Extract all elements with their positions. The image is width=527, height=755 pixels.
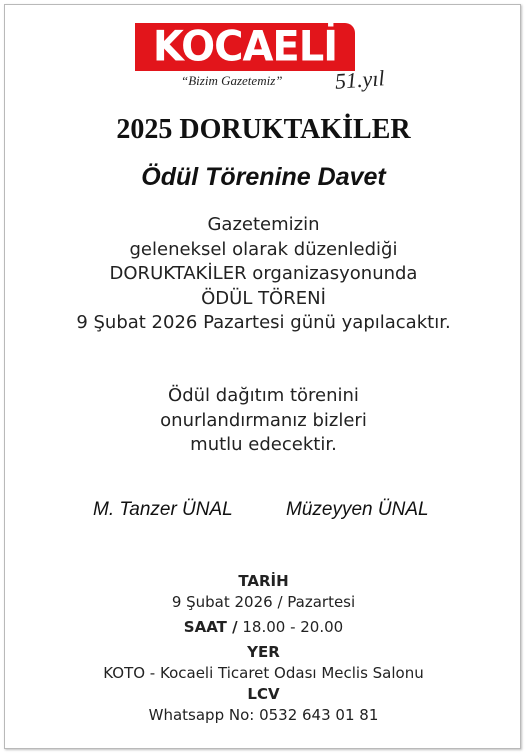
invitation-intro xyxy=(5,213,522,336)
invitation-card xyxy=(4,4,521,749)
signer-name: Müzeyyen ÜNAL xyxy=(286,499,429,520)
signer-name: M. Tanzer ÜNAL xyxy=(93,499,233,520)
intro-line: geleneksel olarak düzenlediği xyxy=(129,238,398,260)
time-label: SAAT / xyxy=(183,618,238,636)
rsvp-value: Whatsapp No: 0532 643 01 81 xyxy=(148,706,379,724)
time-row xyxy=(5,617,522,638)
closing-line: mutlu edecektir. xyxy=(190,434,337,455)
closing-line: onurlandırmanız bizleri xyxy=(160,409,367,431)
event-title: 2025 DORUKTAKİLER xyxy=(116,114,411,145)
time-value: 18.00 - 20.00 xyxy=(242,618,344,636)
event-subtitle: Ödül Törenine Davet xyxy=(141,163,386,191)
invitation-closing xyxy=(5,384,522,458)
intro-line: DORUKTAKİLER organizasyonunda xyxy=(109,263,418,284)
intro-line: ÖDÜL TÖRENİ xyxy=(201,287,326,309)
logo-red-box xyxy=(135,23,355,71)
intro-line: Gazetemizin xyxy=(207,214,320,235)
venue-value: KOTO - Kocaeli Ticaret Odası Meclis Salonu xyxy=(103,664,424,682)
date-value: 9 Şubat 2026 / Pazartesi xyxy=(171,593,356,611)
signers xyxy=(5,499,522,525)
logo-years: 51.yıl xyxy=(334,65,386,94)
newspaper-logo xyxy=(135,23,405,103)
event-details xyxy=(5,571,522,726)
closing-line: Ödül dağıtım törenini xyxy=(168,385,359,406)
logo-slogan: “Bizim Gazetemiz” xyxy=(181,73,283,88)
date-label: TARİH xyxy=(238,572,289,590)
logo-name: KOCAELİ xyxy=(152,22,338,72)
venue-label: YER xyxy=(247,643,280,661)
rsvp-label: LCV xyxy=(247,685,280,703)
intro-line: 9 Şubat 2026 Pazartesi günü yapılacaktır. xyxy=(76,312,451,333)
